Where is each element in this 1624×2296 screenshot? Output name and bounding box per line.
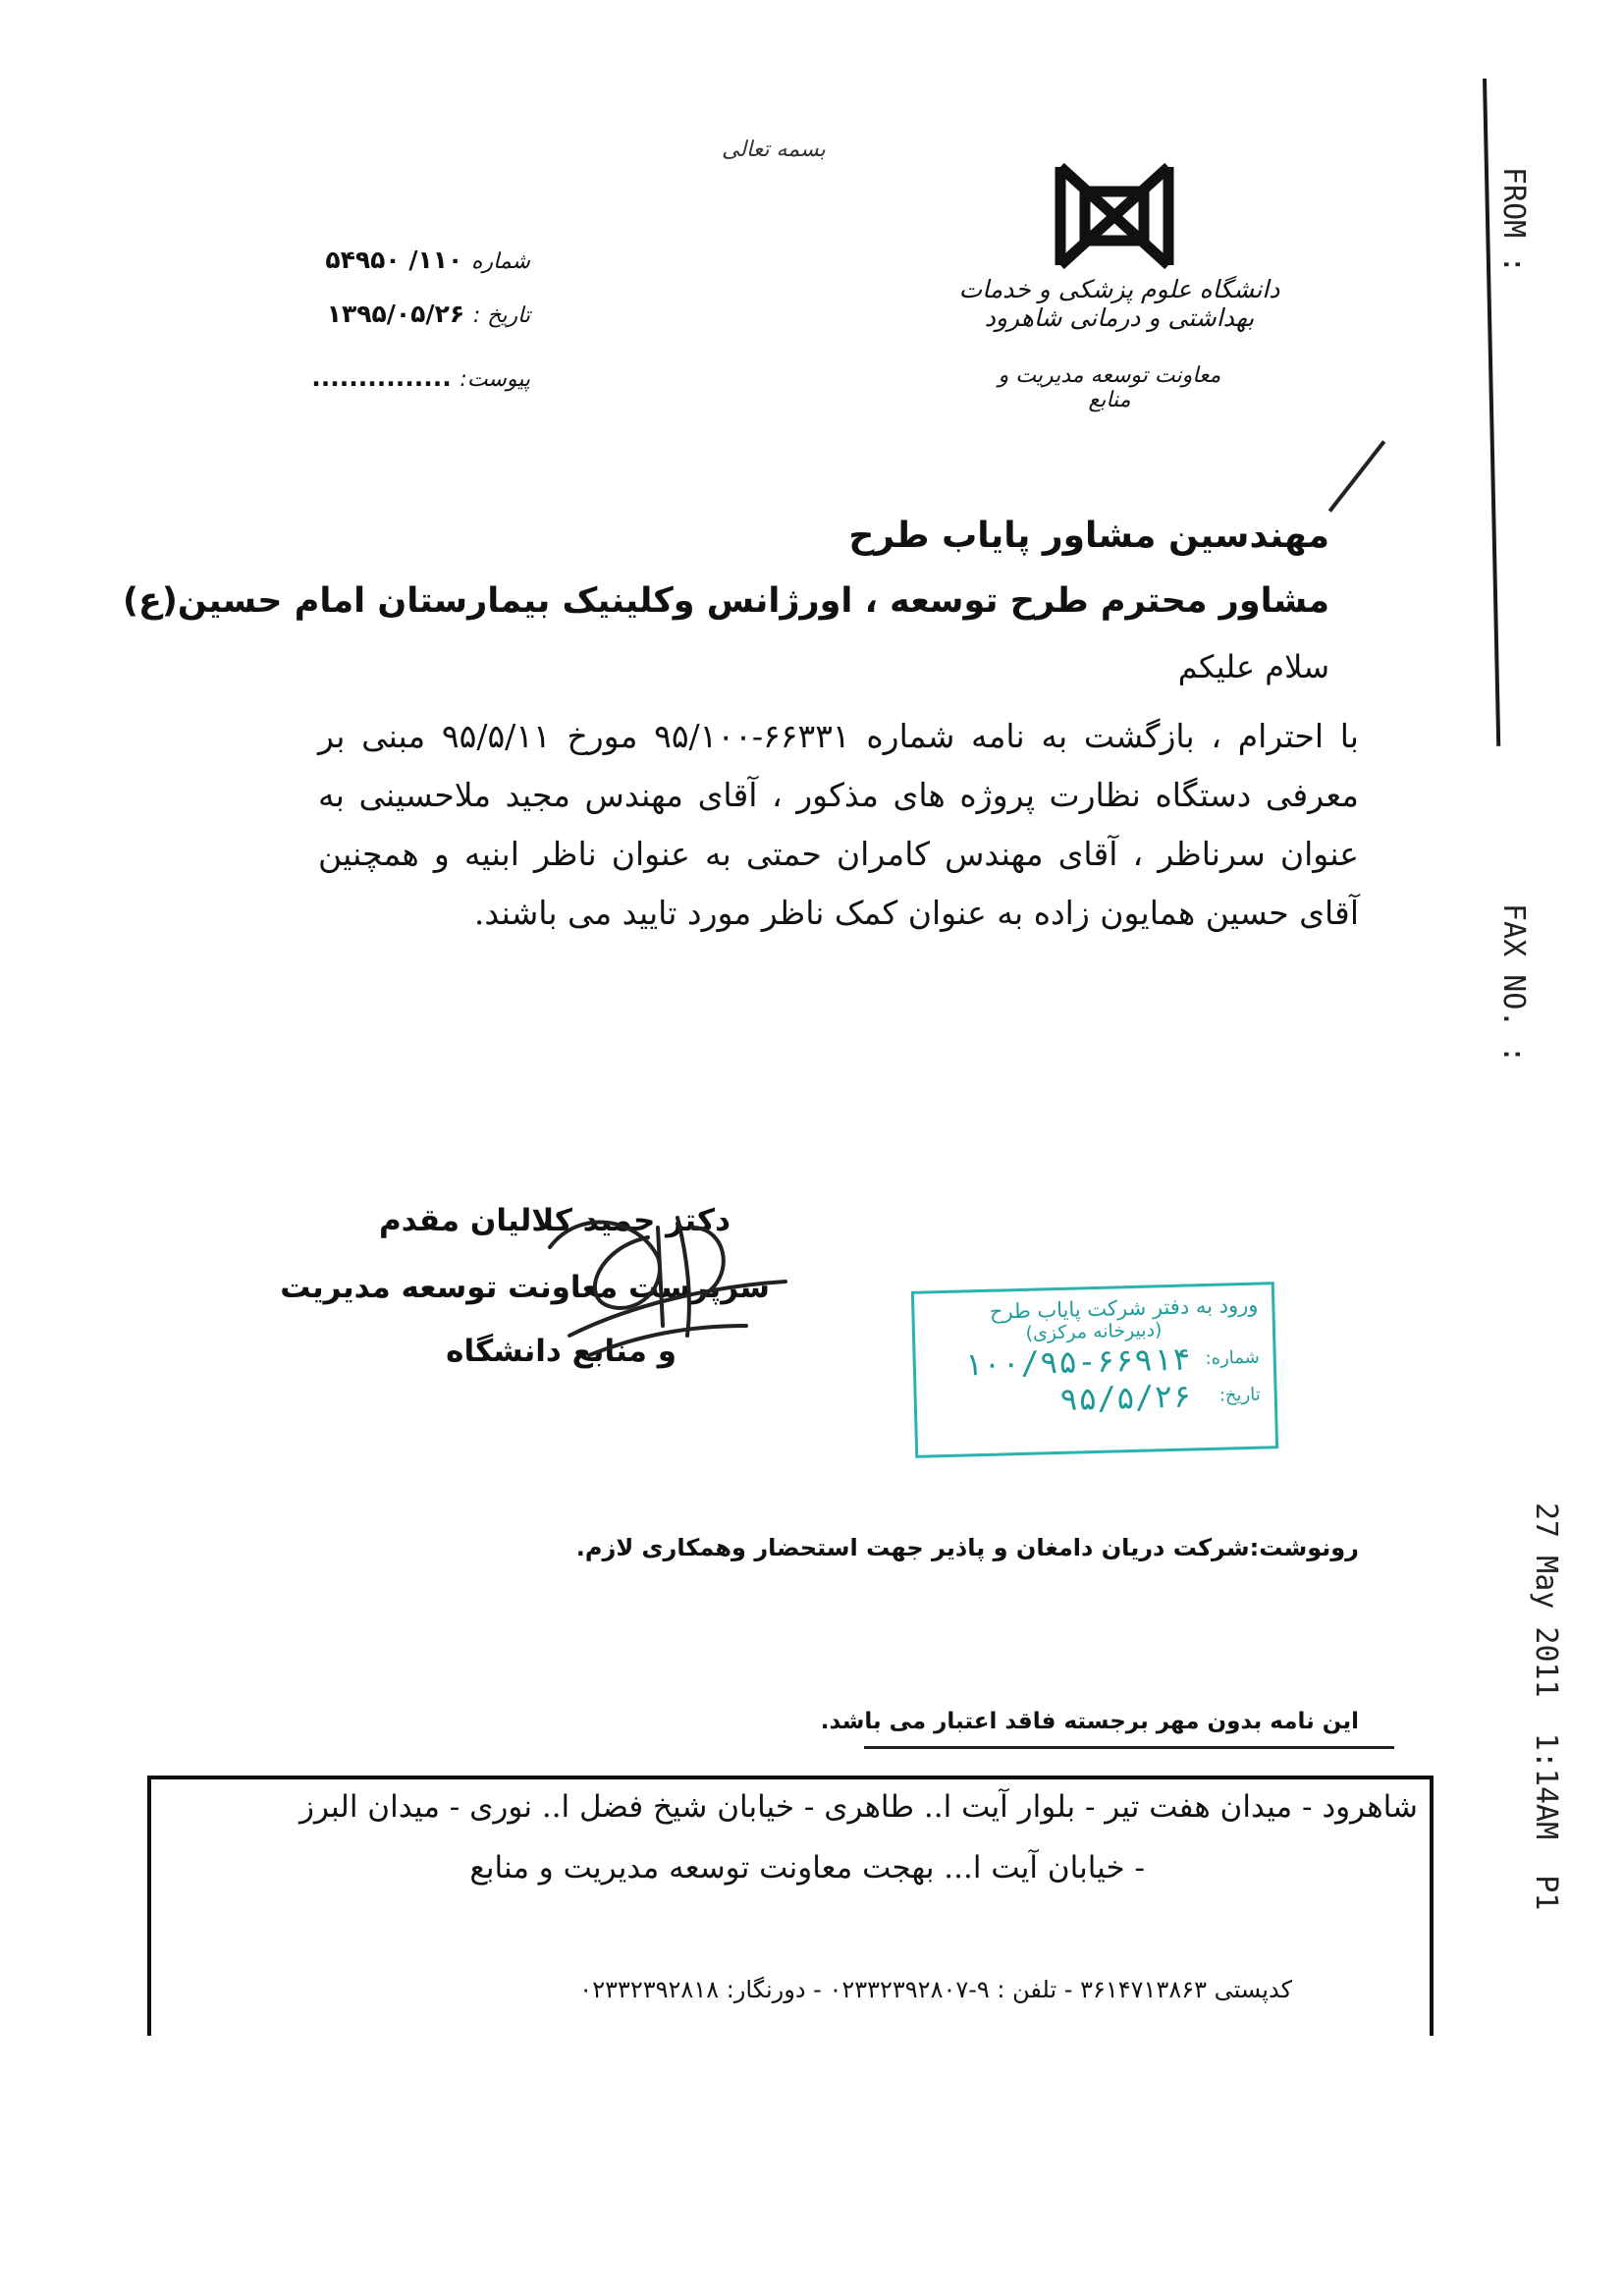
recipient-title: مشاور محترم طرح توسعه ، اورژانس وکلینیک بیمارستان امام حسین(ع): [123, 581, 1329, 621]
stamp-subheading: (دبیرخانه مرکزی): [1025, 1319, 1163, 1344]
signatory-name: دکتر حمید کلالیان مقدم: [378, 1203, 731, 1238]
address-line-2: - خیابان آیت ا... بهجت معاونت توسعه مدیریت و منابع: [469, 1850, 1145, 1886]
stamp-date-label: تاریخ:: [1218, 1384, 1261, 1406]
letter-number-label: شماره: [470, 249, 530, 274]
department-name: معاونت توسعه مدیریت و منابع: [998, 363, 1221, 412]
receipt-stamp: [911, 1282, 1278, 1458]
university-name: دانشگاه علوم پزشکی و خدمات بهداشتی و درمانی شاهرود: [958, 275, 1280, 332]
greeting: سلام علیکم: [1177, 648, 1329, 685]
fax-from-label: FROM :: [1496, 167, 1531, 274]
signatory-title-cont: و منابع دانشگاه: [446, 1334, 677, 1369]
recipient-company: مهندسین مشاور پایاب طرح: [848, 516, 1329, 556]
address-box: [147, 1776, 1434, 2036]
stamp-heading: ورود به دفتر شرکت پایاب طرح: [989, 1292, 1259, 1324]
stamp-number-label: شماره:: [1205, 1346, 1260, 1369]
carbon-copy-line: رونوشت:شرکت دریان دامغان و پاذیر جهت استحضار وهمکاری لازم.: [575, 1534, 1359, 1561]
fax-number-label: FAX NO. :: [1496, 903, 1531, 1064]
stamp-number-value: ۱۰۰/۹۵-۶۶۹۱۴: [963, 1339, 1192, 1384]
letter-date-label: تاریخ :: [472, 303, 530, 328]
stamp-date-value: ۹۵/۵/۲۶: [1058, 1377, 1193, 1418]
letter-attachment: [270, 363, 530, 392]
letter-body: با احترام ، بازگشت به نامه شماره ۶۶۳۳۱-۹۵/۱۰۰ مورخ ۹۵/۵/۱۱ مبنی بر معرفی دستگاه نظارت پروژه های مذکور ، آقای مهندس مجید ملاحسینی به عنوان سرناظر ، آقای مهندس کامران حمتی به عنوان ناظر ابنیه و همچنین آقای حسین همایون زاده به عنوان کمک ناظر مورد تایید می باشند.: [318, 717, 1359, 932]
letter-number-value: ۱۱۰/ ۵۴۹۵۰: [325, 246, 463, 274]
validity-underline: [864, 1746, 1394, 1749]
letter-date: [250, 300, 530, 328]
fax-timestamp: 27 May 2011 1:14AM P1: [1529, 1503, 1563, 1911]
university-logo-icon: [1041, 157, 1188, 275]
signatory-title: سرپرست معاونت توسعه مدیریت: [280, 1270, 770, 1305]
letter-date-value: ۱۳۹۵/۰۵/۲۶: [326, 300, 465, 328]
letter-attachment-label: پیوست:: [460, 367, 530, 392]
postal-phone-fax: کدپستی ۳۶۱۴۷۱۳۸۶۳ - تلفن : ۹-۰۲۳۳۲۳۹۲۸۰۷ - دورنگار: ۰۲۳۳۲۳۹۲۸۱۸: [579, 1976, 1292, 2003]
letter-attachment-value: ...............: [311, 363, 452, 392]
letter-number: [265, 246, 530, 274]
validity-note: این نامه بدون مهر برجسته فاقد اعتبار می باشد.: [820, 1709, 1359, 1734]
handwritten-check-mark: [1328, 440, 1386, 512]
handwritten-signature: [491, 1188, 795, 1365]
address-line-1: شاهرود - میدان هفت تیر - بلوار آیت ا.. طاهری - خیابان شیخ فضل ا.. نوری - میدان البرز: [298, 1789, 1418, 1825]
basmala: بسمه تعالی: [722, 137, 826, 162]
